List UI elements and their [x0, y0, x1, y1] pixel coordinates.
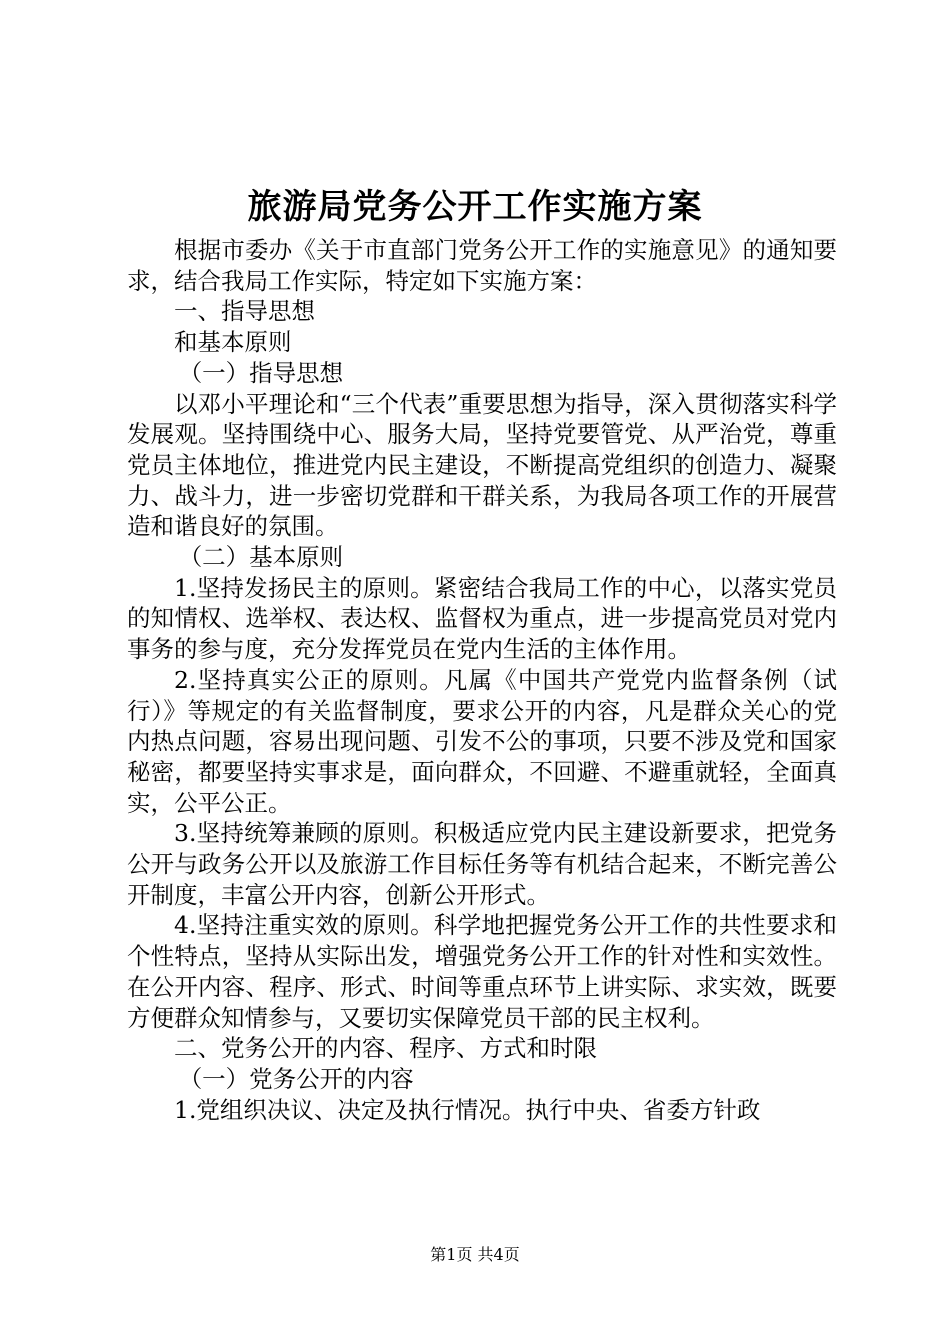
paragraph-principle-2: 2.坚持真实公正的原则。凡属《中国共产党党内监督条例（试行）》等规定的有关监督制度，要求公开的内容，凡是群众关心的党内热点问题，容易出现问题、引发不公的事项，只要不涉及党和国家秘密，都要坚持实事求是，面向群众，不回避、不避重就轻，全面真实，公平公正。 — [127, 665, 837, 817]
paragraph-principle-1: 1.坚持发扬民主的原则。紧密结合我局工作的中心，以落实党员的知情权、选举权、表达权、监督权为重点，进一步提高党员对党内事务的参与度，充分发挥党员在党内生活的主体作用。 — [127, 573, 837, 664]
paragraph-principle-3: 3.坚持统筹兼顾的原则。积极适应党内民主建设新要求，把党务公开与政务公开以及旅游工作目标任务等有机结合起来，不断完善公开制度，丰富公开内容，创新公开形式。 — [127, 819, 837, 909]
paragraph-content-1: 1.党组织决议、决定及执行情况。执行中央、省委方针政 — [174, 1095, 761, 1124]
paragraph-principle-4: 4.坚持注重实效的原则。科学地把握党务公开工作的共性要求和个性特点，坚持从实际出发，增强党务公开工作的针对性和实效性。在公开内容、程序、形式、时间等重点环节上讲实际、求实效，既要方便群众知情参与，又要切实保障党员干部的民主权利。 — [127, 911, 837, 1032]
heading-basic-principles: 和基本原则 — [174, 328, 292, 357]
subheading-guiding-thought: （一）指导思想 — [178, 358, 344, 387]
document-body — [127, 235, 837, 1125]
paragraph-guiding-thought: 以邓小平理论和“三个代表”重要思想为指导，深入贯彻落实科学发展观。坚持围绕中心、服务大局，坚持党要管党、从严治党，尊重党员主体地位，推进党内民主建设，不断提高党组织的创造力、凝聚力、战斗力，进一步密切党群和干群关系，为我局各项工作的开展营造和谐良好的氛围。 — [127, 389, 837, 541]
page-footer: 第1页 共4页 — [430, 1245, 520, 1264]
heading-guiding-thought: 一、指导思想 — [174, 297, 315, 326]
document-title: 旅游局党务公开工作实施方案 — [247, 187, 703, 227]
subheading-basic-principles: （二）基本原则 — [178, 543, 344, 572]
paragraph-intro: 根据市委办《关于市直部门党务公开工作的实施意见》的通知要求，结合我局工作实际，特定如下实施方案： — [127, 236, 837, 295]
heading-content-procedure: 二、党务公开的内容、程序、方式和时限 — [174, 1034, 597, 1063]
subheading-content: （一）党务公开的内容 — [178, 1064, 414, 1093]
